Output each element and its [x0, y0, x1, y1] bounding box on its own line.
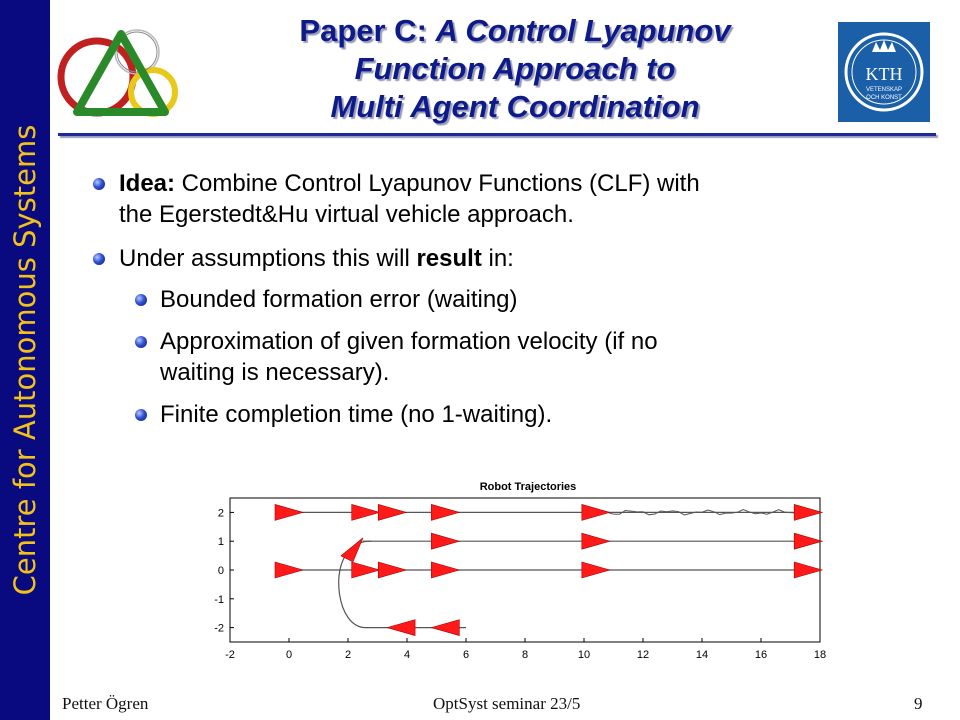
title-divider [58, 133, 936, 136]
subbullet-icon [135, 294, 147, 306]
title-line1: A Control Lyapunov [435, 13, 731, 48]
kth-logo [838, 22, 930, 122]
subbullet-1-text: Bounded formation error (waiting) [160, 286, 518, 313]
footer-venue: OptSyst seminar 23/5 [433, 694, 581, 713]
subbullet-3-text: Finite completion time (no 1-waiting). [160, 401, 553, 428]
subbullet-3 [160, 399, 552, 430]
x-tick-label: 0 [285, 649, 293, 661]
x-tick-label: 2 [344, 649, 352, 661]
x-tick-label: 16 [754, 649, 768, 661]
cas-logo [55, 22, 190, 132]
robot-trajectories-chart [200, 470, 840, 670]
kth-logo-subtext-1: VETENSKAP [865, 87, 903, 93]
bullet-1-text: Combine Control Lyapunov Functions (CLF) with [175, 170, 700, 197]
plot-area [214, 498, 826, 661]
x-tick-label: 14 [695, 649, 709, 661]
sidebar [0, 0, 50, 720]
bullet-2-bold: result [416, 245, 482, 272]
bullet-1-bold: Idea: [119, 170, 176, 197]
bullet-1 [119, 168, 919, 230]
bullet-2 [119, 243, 514, 274]
subbullet-1 [160, 284, 518, 315]
bullet-icon [93, 178, 105, 190]
x-tick-label: 6 [462, 649, 470, 661]
footer-author: Petter Ögren [62, 694, 149, 713]
subbullet-2-text: Approximation of given formation velocity (if no [160, 328, 658, 355]
title-line2: Function Approach to [354, 51, 676, 86]
kth-logo-text: KTH [865, 64, 903, 84]
subbullet-icon [135, 409, 147, 421]
title-line3: Multi Agent Coordination [330, 89, 700, 124]
y-tick-label: -2 [214, 622, 224, 635]
subbullet-2 [160, 326, 880, 388]
title-prefix: Paper C: [299, 13, 427, 48]
kth-logo-subtext-2: OCH KONST [866, 95, 902, 101]
y-tick-label: -1 [214, 593, 224, 606]
bullet-2-post: in: [481, 245, 514, 272]
bullet-2-pre: Under assumptions this will [119, 245, 417, 272]
x-tick-label: 8 [521, 649, 529, 661]
x-tick-label: 12 [636, 649, 650, 661]
y-tick-label: 0 [217, 565, 224, 577]
slide-title [200, 12, 830, 126]
subbullet-2-text2: waiting is necessary). [160, 359, 390, 386]
y-tick-label: 2 [217, 507, 224, 520]
footer-page: 9 [914, 694, 923, 713]
x-tick-label: 10 [577, 649, 591, 661]
x-tick-label: -2 [225, 649, 235, 661]
subbullet-icon [135, 336, 147, 348]
y-tick-label: 1 [217, 536, 224, 549]
bullet-icon [93, 253, 105, 265]
sidebar-label: Centre for Autonomous Systems [8, 124, 42, 596]
bullet-1-text2: the Egerstedt&Hu virtual vehicle approach. [119, 201, 574, 228]
x-tick-label: 18 [813, 649, 827, 661]
x-tick-label: 4 [403, 649, 411, 661]
chart-title: Robot Trajectories [479, 481, 577, 493]
